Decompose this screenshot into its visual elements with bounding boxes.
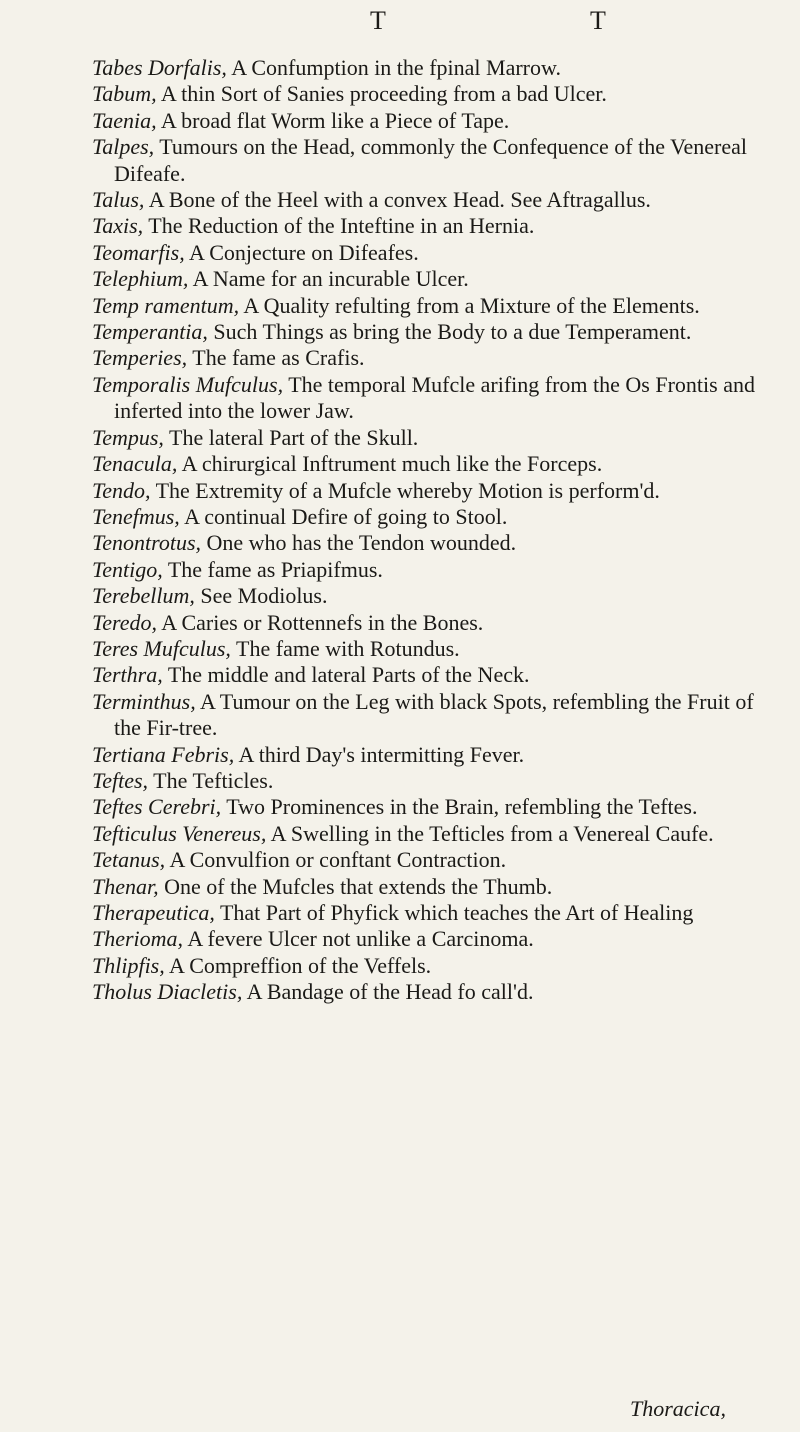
entry-definition: A Name for an incurable Ulcer. — [192, 266, 469, 292]
entry-term: Tefticulus Venereus, — [92, 820, 267, 846]
dictionary-entry — [92, 768, 782, 794]
running-head — [0, 4, 800, 44]
entry-definition: A continual Defire of going to Stool. — [184, 503, 508, 529]
entry-definition: A Compreffion of the Veffels. — [169, 952, 432, 978]
entry-definition: The middle and lateral Parts of the Neck. — [167, 662, 530, 688]
dictionary-entry — [92, 319, 782, 345]
entry-term: Teres Mufculus, — [92, 635, 231, 661]
entry-term: Tenefmus, — [92, 503, 180, 529]
dictionary-entry — [92, 530, 782, 556]
dictionary-entry — [92, 451, 782, 477]
entry-term: Taxis, — [92, 213, 144, 239]
dictionary-entry — [92, 55, 782, 81]
entry-term: Tenontrotus, — [92, 530, 202, 556]
entry-term: Talus, — [92, 187, 145, 213]
entry-definition: A thin Sort of Sanies proceeding from a bad Ulcer. — [160, 81, 607, 107]
entry-definition: A broad flat Worm like a Piece of Tape. — [160, 107, 510, 133]
dictionary-entry — [92, 293, 782, 319]
entry-term: Teftes, — [92, 767, 149, 793]
entry-term: Tabum, — [92, 81, 157, 107]
entry-definition: A Tumour on the Leg with black Spots, refembling the Fruit of the Fir-tree. — [114, 688, 754, 741]
entry-definition: Such Things as bring the Body to a due Temperament. — [213, 319, 692, 345]
dictionary-entry — [92, 662, 782, 688]
running-head-right-letter: T — [590, 6, 606, 35]
entry-term: Tentigo, — [92, 556, 163, 582]
entry-definition: A Bandage of the Head fo call'd. — [246, 979, 534, 1005]
entry-definition: A fevere Ulcer not unlike a Carcinoma. — [187, 926, 534, 952]
entry-term: Telephium, — [92, 266, 189, 292]
dictionary-entry — [92, 821, 782, 847]
entry-term: Temperies, — [92, 345, 188, 371]
entry-definition: See Modiolus. — [200, 583, 328, 609]
dictionary-entry — [92, 953, 782, 979]
entry-definition: The lateral Part of the Skull. — [169, 424, 419, 450]
dictionary-entry — [92, 742, 782, 768]
entry-term: Terebellum, — [92, 583, 195, 609]
entry-definition: The Tefticles. — [153, 767, 274, 793]
entry-term: Teomarfis, — [92, 239, 185, 265]
entry-term: Tetanus, — [92, 847, 166, 873]
entry-term: Tholus Diacletis, — [92, 979, 243, 1005]
entry-definition: A Quality refulting from a Mixture of the Elements. — [243, 292, 700, 318]
entry-term: Terthra, — [92, 662, 163, 688]
dictionary-entry — [92, 266, 782, 292]
entry-term: Teftes Cerebri, — [92, 794, 222, 820]
dictionary-entry — [92, 108, 782, 134]
dictionary-entry — [92, 847, 782, 873]
entry-term: Talpes, — [92, 134, 155, 160]
entry-definition: One of the Mufcles that extends the Thumb. — [164, 873, 553, 899]
dictionary-entry — [92, 478, 782, 504]
entry-term: Terminthus, — [92, 688, 196, 714]
dictionary-entry — [92, 979, 782, 1005]
entry-definition: The Reduction of the Inteftine in an Hernia. — [148, 213, 535, 239]
entry-definition: Tumours on the Head, commonly the Confequence of the Venereal Difeafe. — [114, 134, 748, 186]
entry-definition: The Extremity of a Mufcle whereby Motion is perform'd. — [155, 477, 660, 503]
dictionary-entry — [92, 372, 782, 425]
dictionary-entry — [92, 636, 782, 662]
entry-definition: The fame as Crafis. — [192, 345, 365, 371]
dictionary-entry — [92, 345, 782, 371]
entry-term: Tempus, — [92, 424, 164, 450]
entry-term: Tenacula, — [92, 451, 178, 477]
entry-term: Tertiana Febris, — [92, 741, 235, 767]
dictionary-entry — [92, 213, 782, 239]
entry-definition: A Convulfion or conftant Contraction. — [169, 847, 507, 873]
dictionary-entry — [92, 583, 782, 609]
dictionary-entry — [92, 689, 782, 742]
dictionary-entry — [92, 900, 782, 926]
entry-term: Taenia, — [92, 107, 157, 133]
entry-definition: A third Day's intermitting Fever. — [238, 741, 525, 767]
entry-term: Teredo, — [92, 609, 157, 635]
dictionary-entry — [92, 504, 782, 530]
entry-term: Thlipfis, — [92, 952, 165, 978]
entry-term: Tendo, — [92, 477, 151, 503]
entry-definition: A Swelling in the Tefticles from a Venereal Caufe. — [270, 820, 714, 846]
entry-term: Therioma, — [92, 926, 184, 952]
entry-definition: That Part of Phyfick which teaches the Art of Healing — [219, 900, 694, 925]
running-head-left-letter: T — [370, 6, 386, 35]
entry-definition: The fame with Rotundus. — [236, 635, 460, 661]
dictionary-entry — [92, 874, 782, 900]
entry-definition: A Confumption in the fpinal Marrow. — [231, 55, 561, 80]
dictionary-entry — [92, 187, 782, 213]
catchword: Thoracica, — [630, 1396, 726, 1421]
entry-definition: The fame as Priapifmus. — [167, 556, 383, 582]
entry-definition: A Conjecture on Difeafes. — [189, 239, 419, 265]
dictionary-entries — [92, 55, 782, 1006]
dictionary-entry — [92, 610, 782, 636]
entry-definition: The temporal Mufcle arifing from the Os Frontis and inferted into the lower Jaw. — [114, 371, 755, 424]
entry-definition: A Bone of the Heel with a convex Head. See Aftragallus. — [148, 187, 651, 213]
dictionary-entry — [92, 134, 782, 187]
dictionary-entry — [92, 240, 782, 266]
entry-term: Temp ramentum, — [92, 292, 240, 318]
entry-definition: A Caries or Rottennefs in the Bones. — [161, 609, 484, 635]
dictionary-entry — [92, 81, 782, 107]
entry-term: Tabes Dorfalis, — [92, 55, 227, 80]
dictionary-entry — [92, 926, 782, 952]
dictionary-entry — [92, 557, 782, 583]
entry-definition: Two Prominences in the Brain, refembling the Teftes. — [226, 794, 698, 820]
dictionary-entry — [92, 425, 782, 451]
entry-term: Temperantia, — [92, 319, 208, 345]
entry-term: Temporalis Mufculus, — [92, 371, 284, 397]
entry-definition: One who has the Tendon wounded. — [206, 530, 517, 556]
entry-term: Therapeutica, — [92, 900, 215, 925]
entry-term: Thenar, — [92, 873, 159, 899]
dictionary-entry — [92, 794, 782, 820]
entry-definition: A chirurgical Inftrument much like the Forceps. — [181, 451, 603, 477]
